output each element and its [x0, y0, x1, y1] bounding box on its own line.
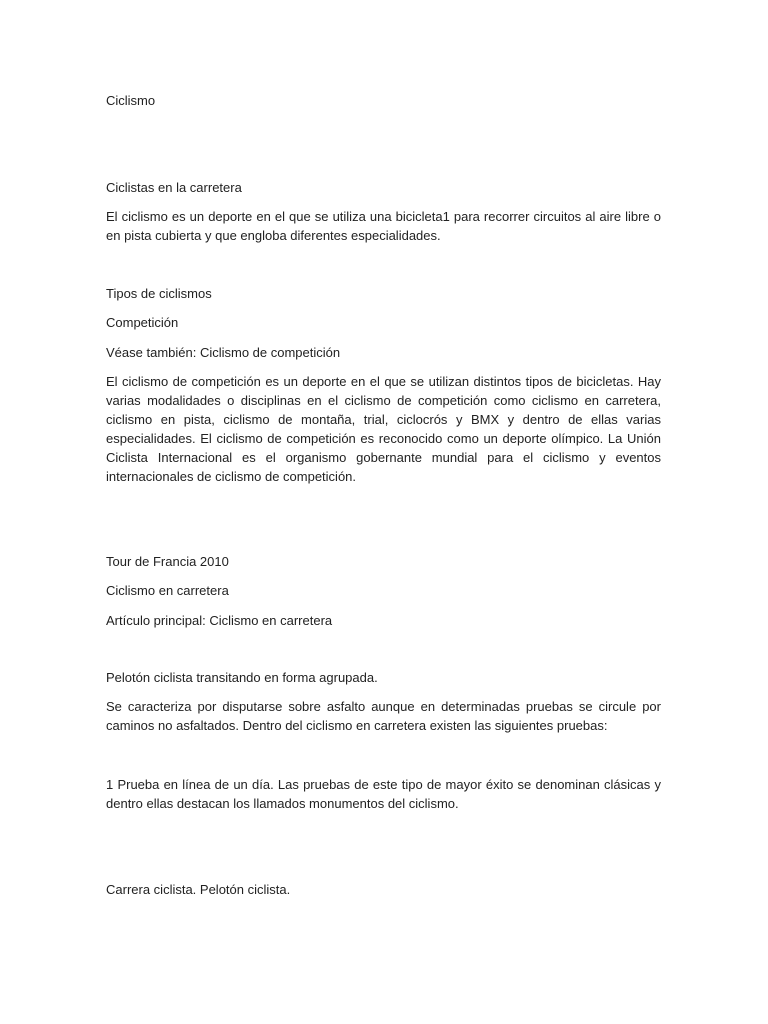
body-paragraph: El ciclismo de competición es un deporte en el que se utilizan distintos tipos de bicicletas. Hay varias modalidades o disciplinas en el ciclismo de competición como ciclismo en carretera, ciclismo en pista, ciclismo de montaña, trial, ciclocrós y BMX y dentro de ellas varias especialidades. El ciclismo de competición es reconocido como un deporte olímpico. La Unión Ciclista Internacional es el organismo gobernante mundial para el ciclismo y eventos internacionales de ciclismo de competición.: [106, 374, 661, 484]
body-paragraph: El ciclismo es un deporte en el que se utiliza una bicicleta1 para recorrer circuitos al aire libre o en pista cubierta y que engloba diferentes especialidades.: [106, 209, 661, 243]
subsection-heading: Ciclismo en carretera: [106, 583, 229, 598]
image-caption: Tour de Francia 2010: [106, 554, 229, 569]
body-paragraph: Se caracteriza por disputarse sobre asfalto aunque en determinadas pruebas se circule por caminos no asfaltados. Dentro del ciclismo en carretera existen las siguientes pruebas:: [106, 699, 661, 733]
subsection-heading: Competición: [106, 315, 179, 330]
image-caption: Carrera ciclista. Pelotón ciclista.: [106, 882, 291, 897]
main-article-note: Artículo principal: Ciclismo en carretera: [106, 613, 333, 628]
image-caption: Ciclistas en la carretera: [106, 180, 242, 195]
section-heading: Tipos de ciclismos: [106, 286, 212, 301]
see-also-note: Véase también: Ciclismo de competición: [106, 345, 341, 360]
image-caption: Pelotón ciclista transitando en forma agrupada.: [106, 670, 378, 685]
document-title: Ciclismo: [106, 93, 156, 108]
list-item: 1 Prueba en línea de un día. Las pruebas de este tipo de mayor éxito se denominan clásicas y dentro ellas destacan los llamados monumentos del ciclismo.: [106, 777, 661, 811]
